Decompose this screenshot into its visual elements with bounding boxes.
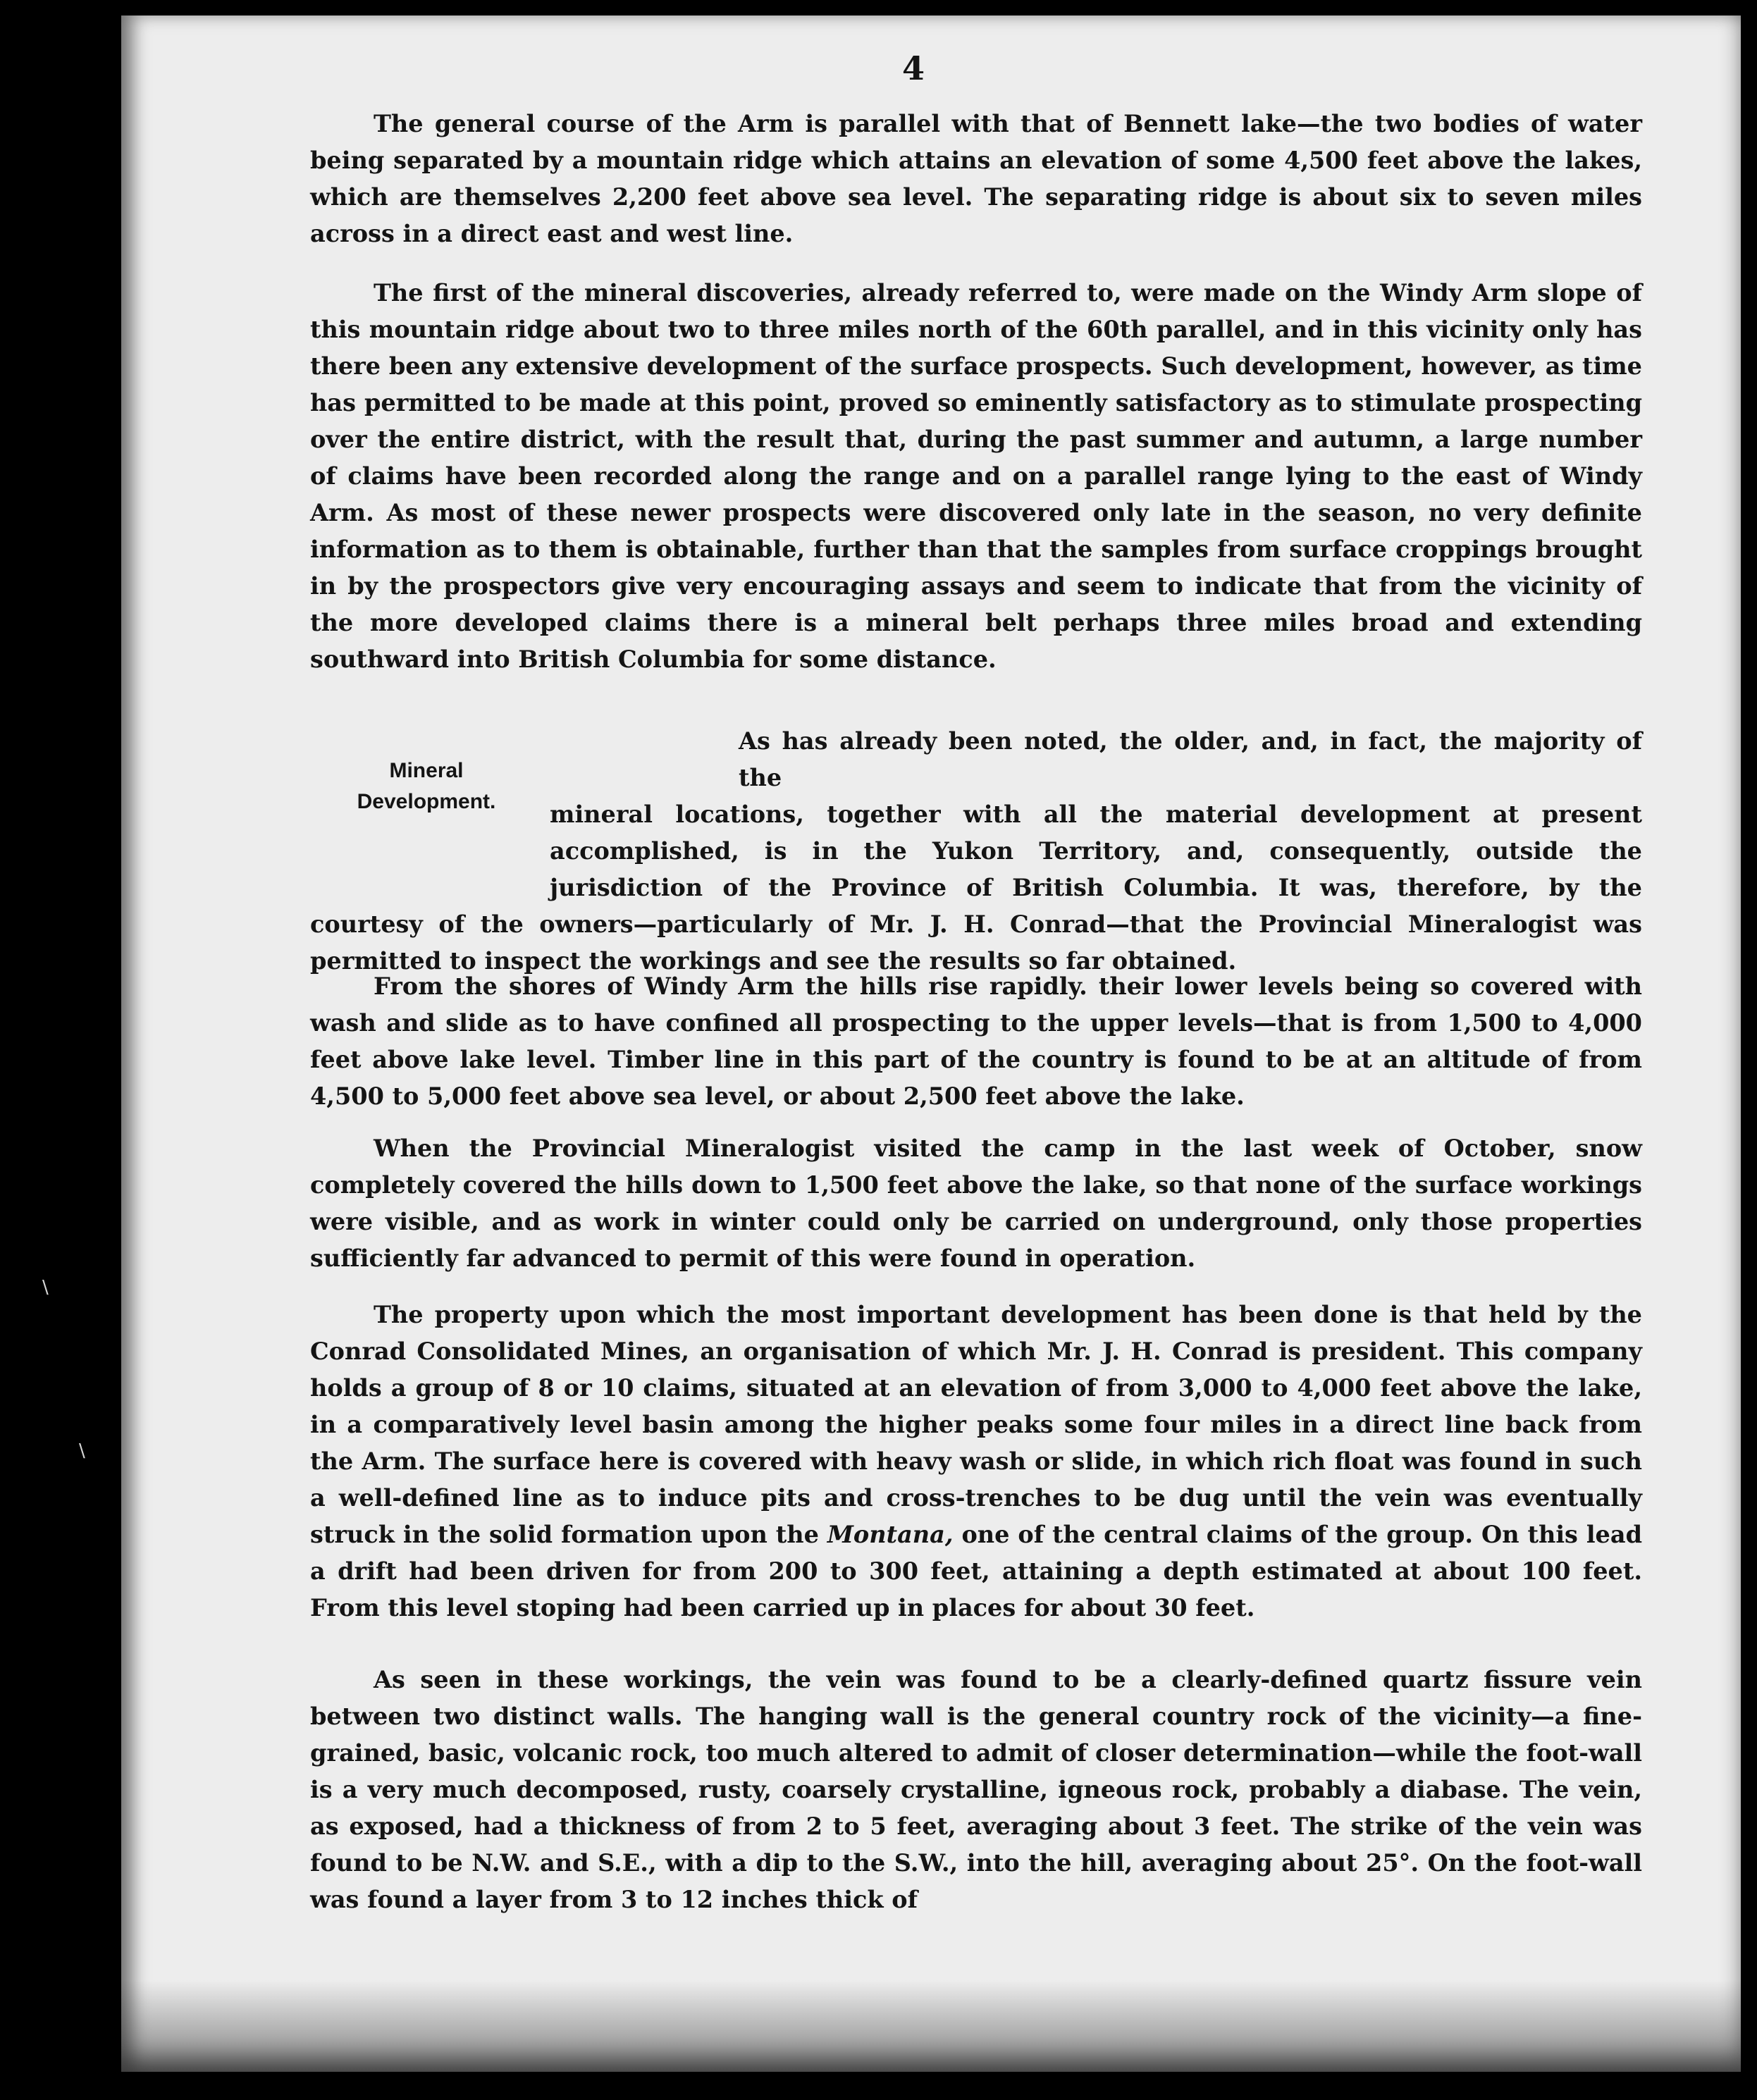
scan-shadow: [121, 1980, 1741, 2072]
scan-speck: \: [42, 1277, 49, 1298]
claim-name: Montana,: [827, 1521, 954, 1548]
paragraph-line: mineral locations, together with all the material development at present: [550, 801, 1642, 828]
scan-speck: \: [79, 1440, 85, 1462]
paragraph-line: accomplished, is in the Yukon Territory, and, consequently, outside the: [550, 837, 1642, 865]
paragraph-line: jurisdiction of the Province of British Columbia. It was, therefore, by the: [550, 874, 1642, 901]
paragraph: [310, 1297, 1642, 1626]
paragraph-with-sidenote: [310, 723, 1642, 980]
margin-heading-line: Mineral: [389, 759, 464, 782]
paragraph: As seen in these workings, the vein was found to be a clearly-defined quartz fissure vein between two distinct walls. The hanging wall is the general country rock of the vicinity—a fine-grained, basic, volcanic rock, too much altered to admit of closer determination—while the foot-wall is a very much decomposed, rusty, coarsely crystalline, igneous rock, probably a diabase. The vein, as exposed, had a thickness of from 2 to 5 feet, averaging about 3 feet. The strike of the vein was found to be N.W. and S.E., with a dip to the S.W., into the hill, averaging about 25°. On the foot-wall was found a layer from 3 to 12 inches thick of: [310, 1666, 1642, 1913]
paragraph-line: As has already been noted, the older, and, in fact, the majority of the: [739, 727, 1642, 791]
paragraph: When the Provincial Mineralogist visited the camp in the last week of October, snow completely covered the hills down to 1,500 feet above the lake, so that none of the surface workings were visible, and as work in winter could only be carried on underground, only those properties sufficiently far advanced to permit of this were found in operation.: [310, 1135, 1642, 1272]
paragraph-line: courtesy of the owners—particularly of Mr. J. H. Conrad—that the Provincial Mineralogist was permitted to inspect the workings and see the results so far obtained.: [310, 910, 1642, 975]
document-page: [121, 16, 1741, 2072]
paragraph-indented-lines: [550, 796, 1642, 906]
page-number: 4: [902, 49, 925, 87]
paragraph: The first of the mineral discoveries, already referred to, were made on the Windy Arm slope of this mountain ridge about two to three miles north of the 60th parallel, and in this vicinity only has there been any extensive development of the surface prospects. Such development, however, as time has permitted to be made at this point, proved so eminently satisfactory as to stimulate prospecting over the entire district, with the result that, during the past summer and autumn, a large number of claims have been recorded along the range and on a parallel range lying to the east of Windy Arm. As most of these newer prospects were discovered only late in the season, no very definite information as to them is obtainable, further than that the samples from surface croppings brought in by the prospectors give very encouraging assays and seem to indicate that from the vicinity of the more developed claims there is a mineral belt perhaps three miles broad and extending southward into British Columbia for some distance.: [310, 279, 1642, 673]
paragraph-text: one of the central claims of the group. On this lead a drift had been driven for from 200 to 300 feet, attaining a depth estimated at about 100 feet. From this level stoping had been carried up in places for about 30 feet.: [310, 1521, 1642, 1622]
paragraph: From the shores of Windy Arm the hills rise rapidly. their lower levels being so covered with wash and slide as to have confined all prospecting to the upper levels—that is from 1,500 to 4,000 feet above lake level. Timber line in this part of the country is found to be at an altitude of from 4,500 to 5,000 feet above sea level, or about 2,500 feet above the lake.: [310, 972, 1642, 1110]
paragraph: The general course of the Arm is parallel with that of Bennett lake—the two bodies of water being separated by a mountain ridge which attains an elevation of some 4,500 feet above the lakes, which are themselves 2,200 feet above sea level. The separating ridge is about six to seven miles across in a direct east and west line.: [310, 110, 1642, 247]
margin-heading: [310, 755, 543, 817]
paragraph-text: The property upon which the most important development has been done is that held by the Conrad Consolidated Mines, an organisation of which Mr. J. H. Conrad is president. This company holds a group of 8 or 10 claims, situated at an elevation of from 3,000 to 4,000 feet above the lake, in a comparatively level basin among the higher peaks some four miles in a direct line back from the Arm. The surface here is covered with heavy wash or slide, in which rich float was found in such a well-defined line as to induce pits and cross-trenches to be dug until the vein was eventually struck in the solid formation upon the: [310, 1301, 1642, 1548]
margin-heading-line: Development.: [357, 790, 496, 813]
